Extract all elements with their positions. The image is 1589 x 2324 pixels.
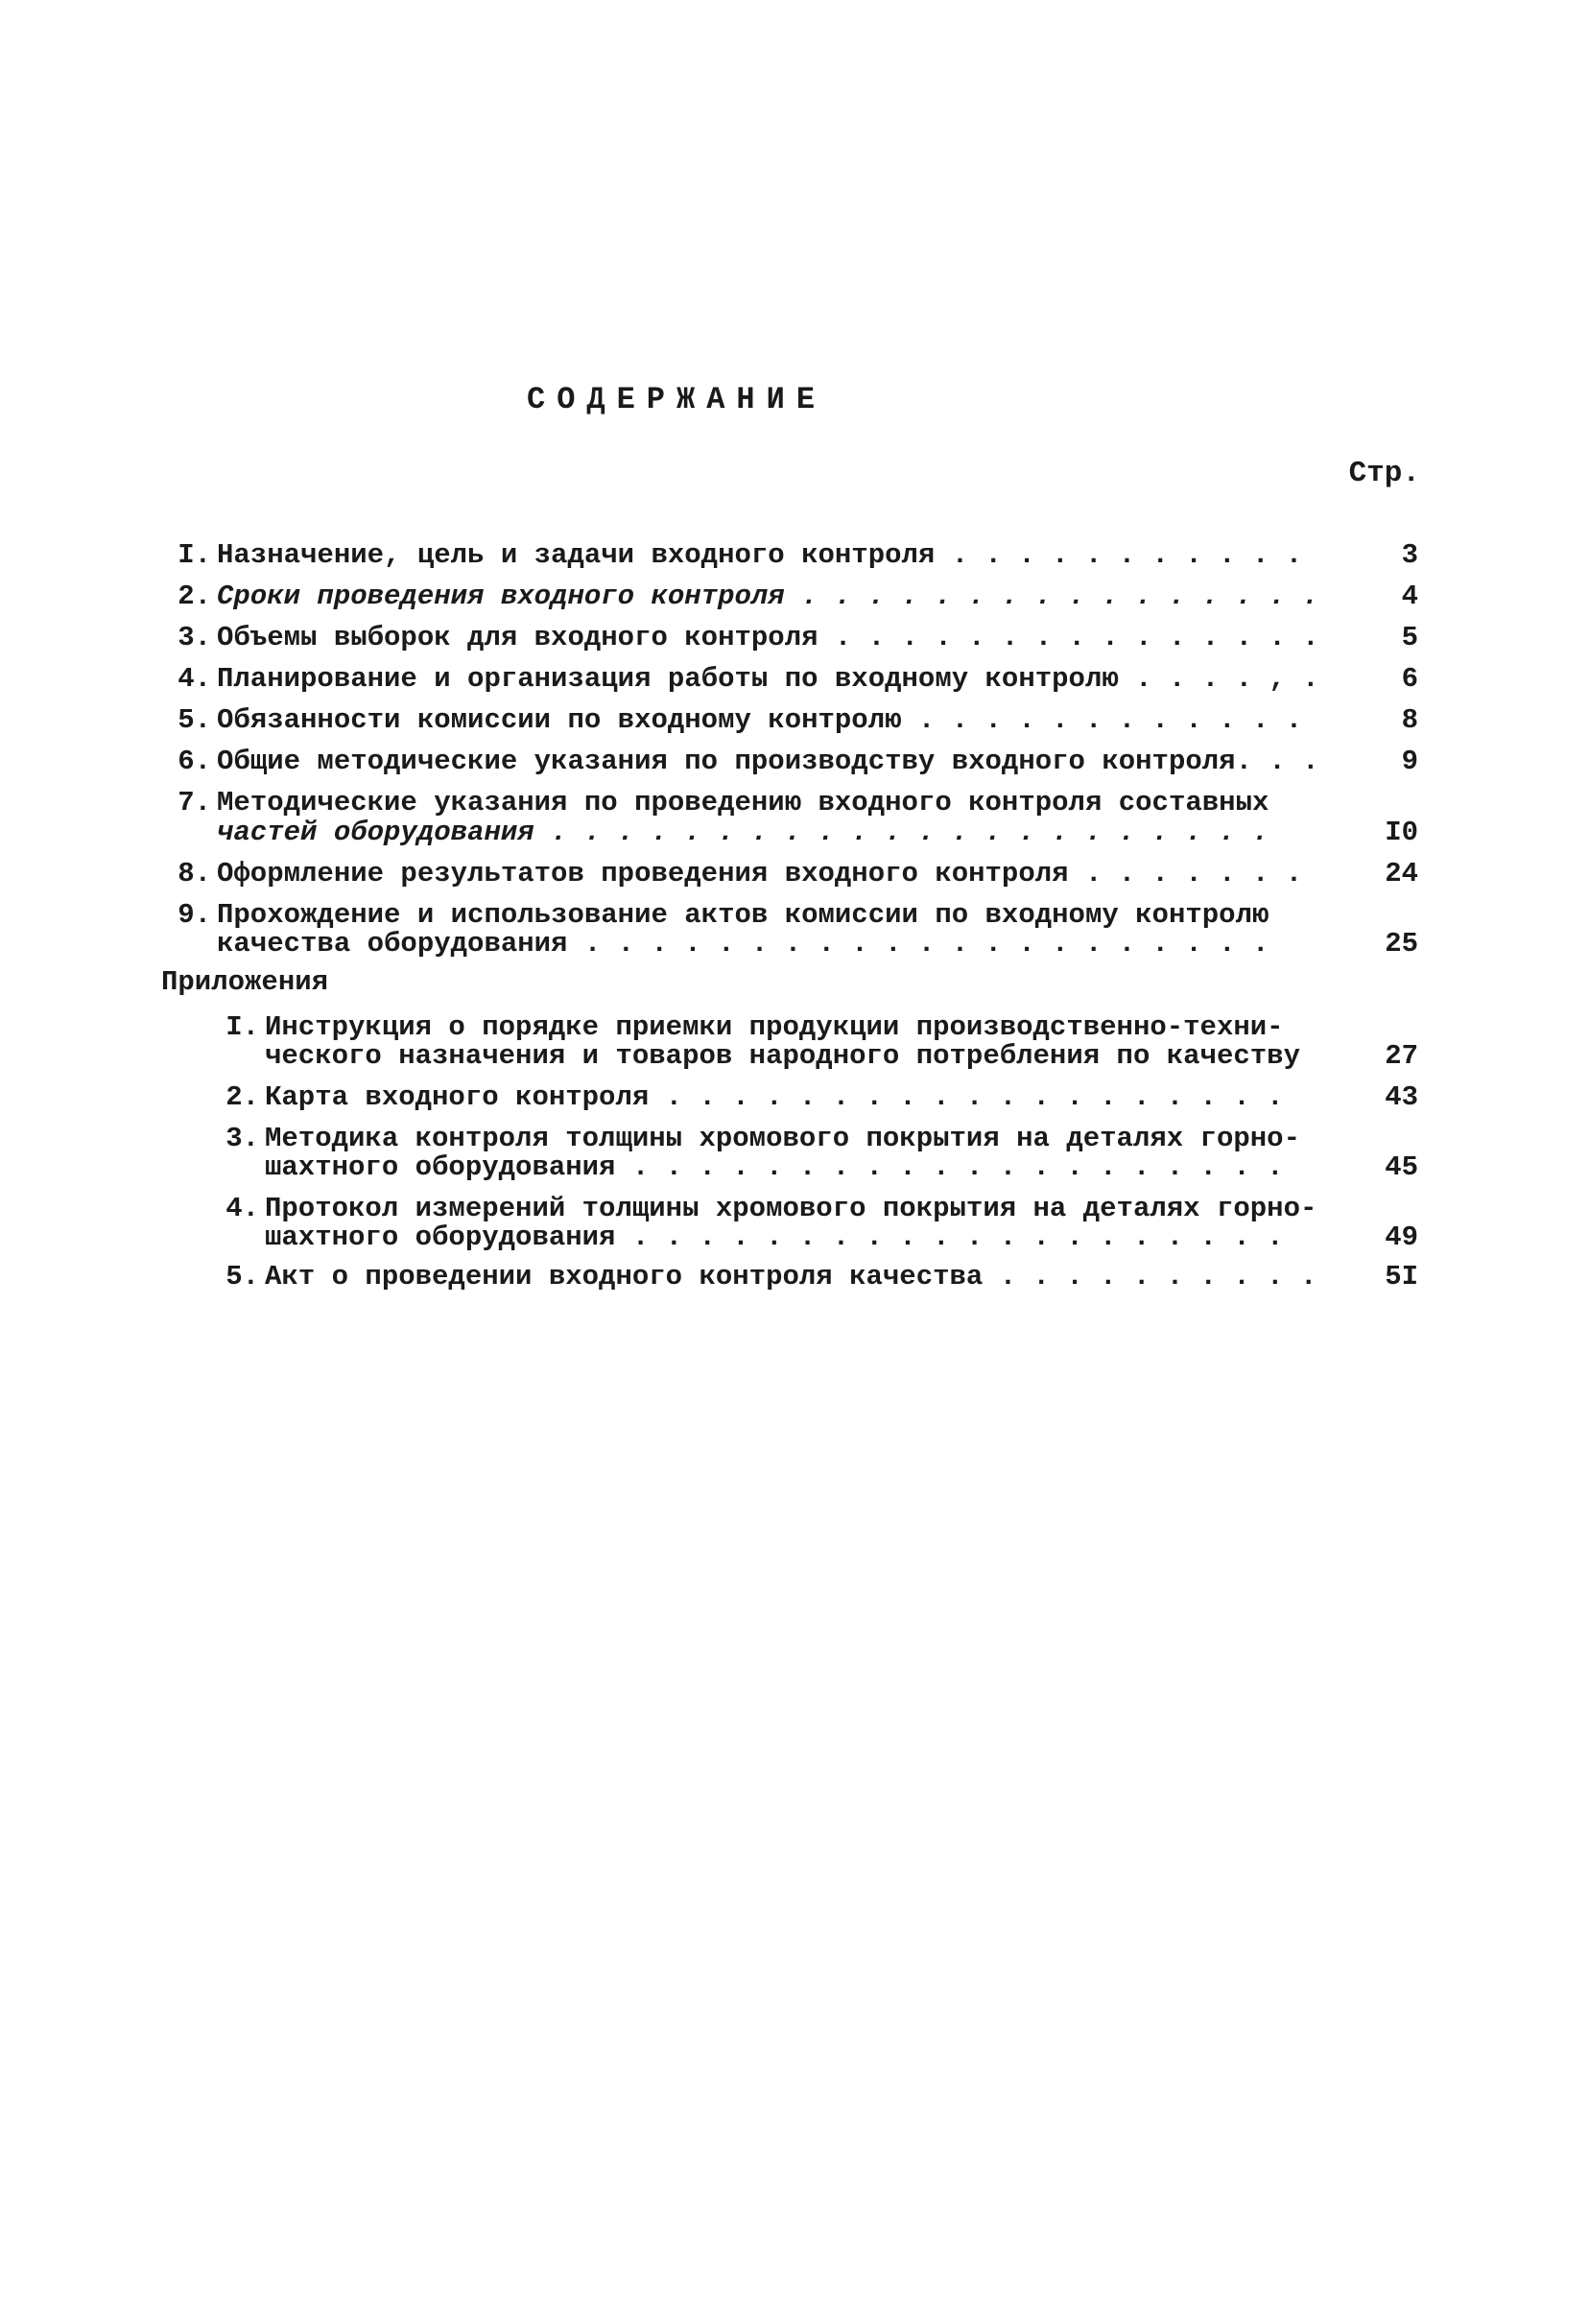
entry-number: 5. xyxy=(225,1261,259,1292)
entry-number: 3. xyxy=(225,1123,259,1154)
entry-page: 27 xyxy=(1385,1040,1418,1072)
entry-page: 49 xyxy=(1385,1221,1418,1253)
entry-page: 43 xyxy=(1385,1081,1418,1113)
entry-page: 9 xyxy=(1401,746,1418,777)
entry-number: 2. xyxy=(178,581,211,612)
entry-text-line1: Протокол измерений толщины хромового покрытия на деталях горно- xyxy=(265,1193,1317,1224)
entry-number: 6. xyxy=(178,746,211,777)
entry-page: 5I xyxy=(1385,1261,1418,1292)
entry-text-line2: частей оборудования . . . . . . . . . . . . . . . . . . . . . . xyxy=(217,817,1269,848)
entry-page: 4 xyxy=(1401,581,1418,612)
entry-text-line1: Прохождение и использование актов комиссии по входному контролю xyxy=(217,899,1269,931)
page-title: СОДЕРЖАНИЕ xyxy=(526,382,827,417)
entry-text-line1: Методика контроля толщины хромового покрытия на деталях горно- xyxy=(265,1123,1300,1154)
entry-page: 6 xyxy=(1401,663,1418,695)
entry-text-line2: качества оборудования . . . . . . . . . . . . . . . . . . . . . xyxy=(217,928,1269,960)
entry-page: 24 xyxy=(1385,858,1418,889)
entry-number: 2. xyxy=(225,1081,259,1113)
entry-text-line2: ческого назначения и товаров народного потребления по качеству xyxy=(265,1040,1300,1072)
entry-page: 25 xyxy=(1385,928,1418,960)
page-column-label: Стр. xyxy=(1348,457,1420,490)
entry-text: Оформление результатов проведения входного контроля . . . . . . . xyxy=(217,858,1303,889)
entry-text-line1: Методические указания по проведению входного контроля составных xyxy=(217,787,1269,818)
entry-text: Планирование и организация работы по входному контролю . . . . , . xyxy=(217,663,1319,695)
entry-text-line2: шахтного оборудования . . . . . . . . . . . . . . . . . . . . xyxy=(265,1151,1284,1183)
entry-number: I. xyxy=(178,539,211,571)
entry-text: Объемы выборок для входного контроля . . . . . . . . . . . . . . . xyxy=(217,622,1319,653)
appendix-heading: Приложения xyxy=(161,966,329,998)
entry-text: Назначение, цель и задачи входного контроля . . . . . . . . . . . xyxy=(217,539,1303,571)
entry-text: Общие методические указания по производству входного контроля. . . xyxy=(217,746,1319,777)
entry-text: Обязанности комиссии по входному контролю . . . . . . . . . . . . xyxy=(217,704,1303,736)
entry-page: 5 xyxy=(1401,622,1418,653)
entry-text-line2: шахтного оборудования . . . . . . . . . . . . . . . . . . . . xyxy=(265,1221,1284,1253)
entry-number: 9. xyxy=(178,899,211,931)
entry-text-line1: Инструкция о порядке приемки продукции производственно-техни- xyxy=(265,1011,1284,1043)
entry-number: 3. xyxy=(178,622,211,653)
entry-page: 45 xyxy=(1385,1151,1418,1183)
entry-text: Карта входного контроля . . . . . . . . . . . . . . . . . . . xyxy=(265,1081,1284,1113)
entry-number: 5. xyxy=(178,704,211,736)
entry-number: 4. xyxy=(178,663,211,695)
entry-page: 8 xyxy=(1401,704,1418,736)
entry-text: Акт о проведении входного контроля качества . . . . . . . . . . xyxy=(265,1261,1317,1292)
entry-page: I0 xyxy=(1385,817,1418,848)
entry-page: 3 xyxy=(1401,539,1418,571)
entry-number: I. xyxy=(225,1011,259,1043)
entry-number: 4. xyxy=(225,1193,259,1224)
entry-text: Сроки проведения входного контроля . . . . . . . . . . . . . . . . xyxy=(217,581,1319,612)
entry-number: 7. xyxy=(178,787,211,818)
entry-number: 8. xyxy=(178,858,211,889)
